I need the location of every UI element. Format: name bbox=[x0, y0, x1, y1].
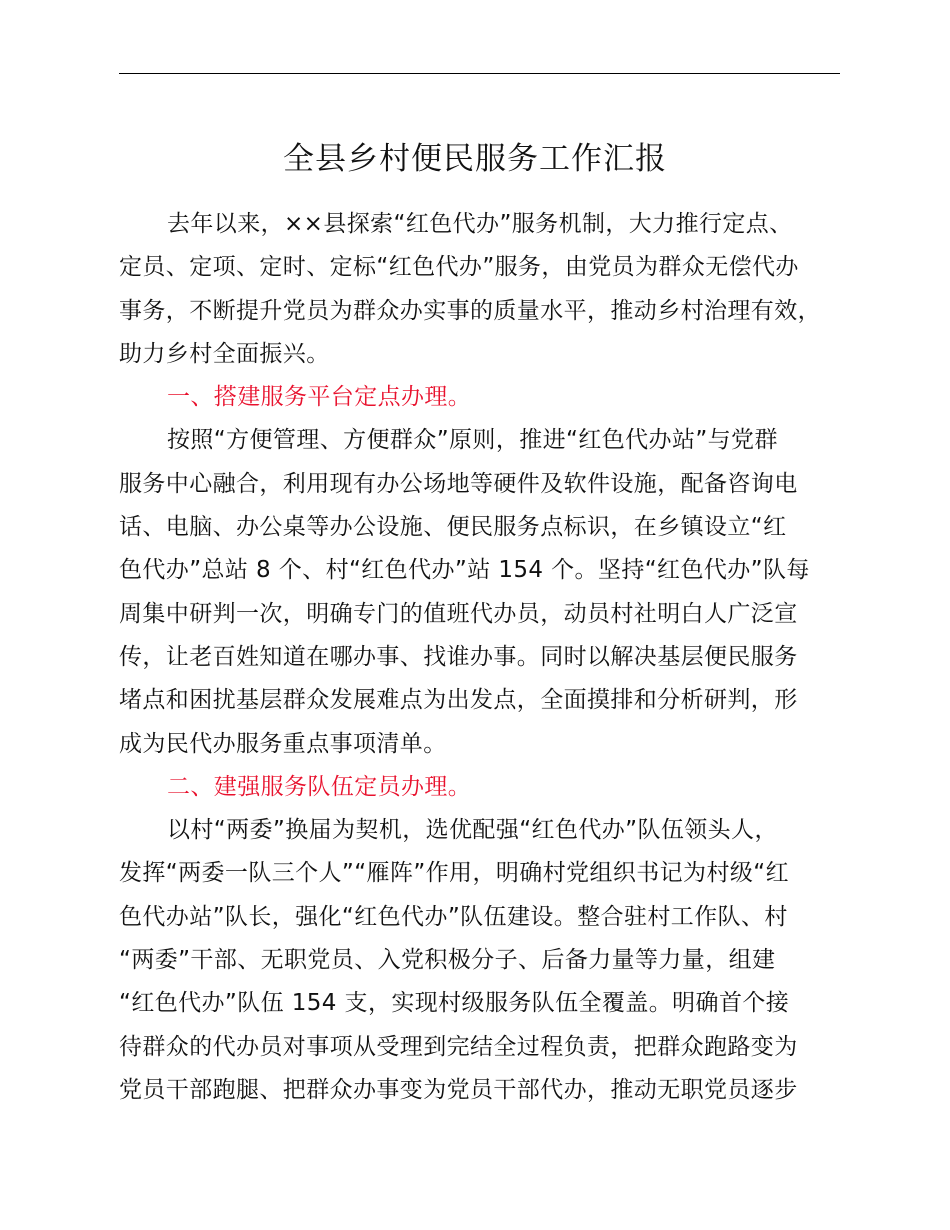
section2-line: 发挥“两委一队三个人”“雁阵”作用，明确村党组织书记为村级“红 bbox=[119, 860, 789, 887]
intro-line: 去年以来，××县探索“红色代办”服务机制，大力推行定点、 bbox=[167, 211, 793, 237]
section2-line: “红色代办”队伍 154 支，实现村级服务队伍全覆盖。明确首个接 bbox=[119, 990, 790, 1017]
section2-line: “两委”干部、无职党员、入党积极分子、后备力量等力量，组建 bbox=[119, 947, 776, 974]
section2-line: 以村“两委”换届为契机，选优配强“红色代办”队伍领头人， bbox=[167, 817, 778, 844]
section1-line: 服务中心融合，利用现有办公场地等硬件及软件设施，配备咨询电 bbox=[119, 470, 798, 497]
intro-line: 助力乡村全面振兴。 bbox=[119, 340, 330, 367]
section-heading-2: 二、建强服务队伍定员办理。 bbox=[167, 773, 472, 800]
header-rule bbox=[119, 73, 840, 74]
intro-line: 定员、定项、定时、定标“红色代办”服务，由党员为群众无偿代办 bbox=[119, 254, 799, 281]
section-heading-1: 一、搭建服务平台定点办理。 bbox=[167, 384, 472, 411]
page-title: 全县乡村便民服务工作汇报 bbox=[283, 141, 667, 177]
section1-line: 色代办”总站 8 个、村“红色代办”站 154 个。坚持“红色代办”队每 bbox=[119, 557, 810, 584]
section2-line: 党员干部跑腿、把群众办事变为党员干部代办，推动无职党员逐步 bbox=[119, 1076, 798, 1103]
section1-line: 周集中研判一次，明确专门的值班代办员，动员村社明白人广泛宣 bbox=[119, 600, 798, 627]
section1-line: 话、电脑、办公桌等办公设施、便民服务点标识，在乡镇设立“红 bbox=[119, 514, 787, 541]
section1-line: 成为民代办服务重点事项清单。 bbox=[119, 730, 447, 757]
section2-line: 色代办站”队长，强化“红色代办”队伍建设。整合驻村工作队、村 bbox=[119, 903, 788, 930]
section2-line: 待群众的代办员对事项从受理到完结全过程负责，把群众跑路变为 bbox=[119, 1033, 798, 1060]
document-body bbox=[119, 203, 843, 1112]
section1-line: 传，让老百姓知道在哪办事、找谁办事。同时以解决基层便民服务 bbox=[119, 643, 798, 670]
intro-line: 事务，不断提升党员为群众办实事的质量水平，推动乡村治理有效， bbox=[119, 297, 821, 324]
section1-line: 堵点和困扰基层群众发展难点为出发点，全面摸排和分析研判，形 bbox=[119, 687, 798, 714]
section1-line: 按照“方便管理、方便群众”原则，推进“红色代办站”与党群 bbox=[167, 427, 778, 454]
